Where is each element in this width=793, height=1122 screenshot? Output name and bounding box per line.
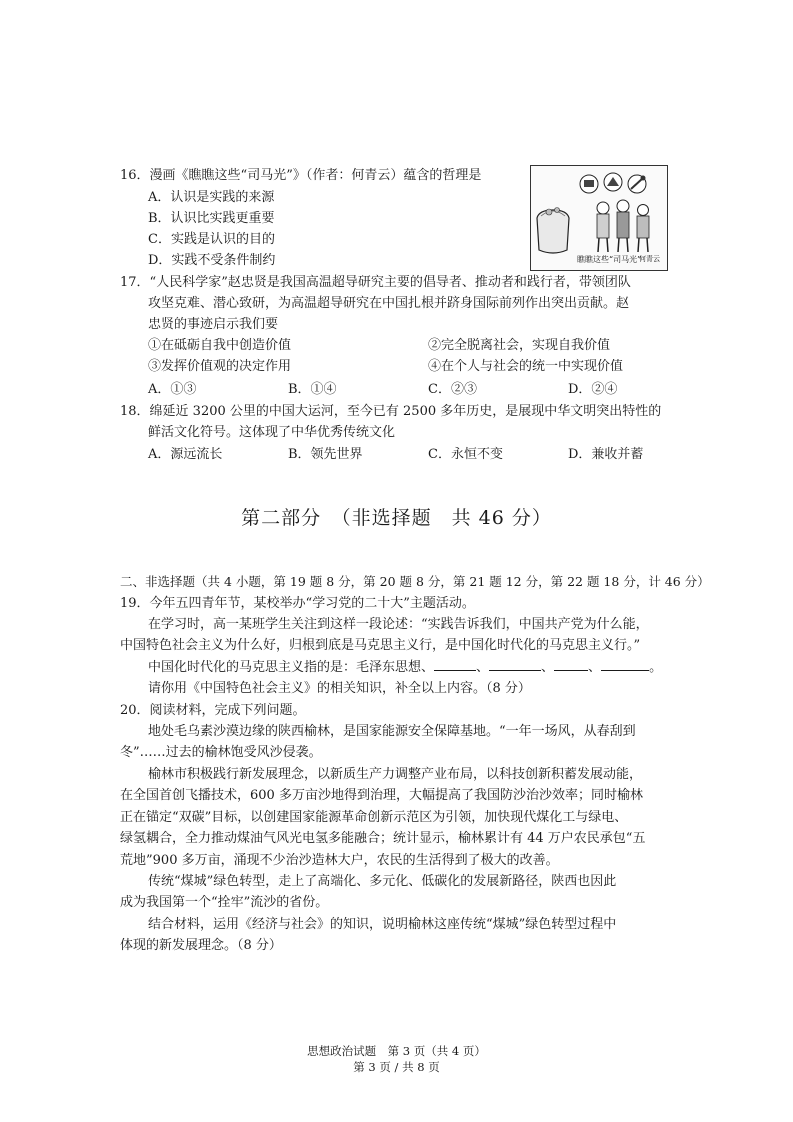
section2-header: 二、非选择题（共 4 小题，第 19 题 8 分，第 20 题 8 分，第 21 题 12 分，第 22 题 18 分，计 46 分） xyxy=(120,574,710,589)
q19-paragraph-1: 在学习时，高一某班学生关注到这样一段论述：“实践告诉我们，中国共产党为什么能， xyxy=(148,617,649,632)
q19-blank-4[interactable] xyxy=(601,658,649,671)
q17-statement-4: ④在个人与社会的统一中实现价值 xyxy=(428,359,624,374)
q20-line-7: 荒地”900 多万亩，涌现不少治沙造林大户，农民的生活得到了极大的改善。 xyxy=(120,853,559,868)
q19-stem: 19．今年五四青年节，某校举办“学习党的二十大”主题活动。 xyxy=(120,596,475,611)
q18-option-d: D．兼收并蓄 xyxy=(568,447,644,462)
q17-statement-2: ②完全脱离社会，实现自我价值 xyxy=(428,338,611,353)
q16-option-a: A．认识是实践的来源 xyxy=(148,190,275,205)
q16-option-c: C．实践是认识的目的 xyxy=(148,232,275,247)
q17-line-1: 17．“人民科学家”赵忠贤是我国高温超导研究主要的倡导者、推动者和践行者，带领团队 xyxy=(120,275,631,290)
q19-blank-1[interactable] xyxy=(434,658,476,671)
q17-line-3: 忠贤的事迹启示我们要 xyxy=(148,317,279,332)
q18-option-a: A．源远流长 xyxy=(148,447,223,462)
q20-line-5: 正在锚定“双碳”目标，以创建国家能源革命创新示范区为引领，加快现代煤化工与绿电、 xyxy=(120,810,628,825)
cartoon-caption: 瞧瞧这些“司马光” xyxy=(577,255,642,264)
footer-page-info: 思想政治试题 第 3 页（共 4 页） xyxy=(307,1044,486,1058)
q20-line-1: 地处毛乌素沙漠边缘的陕西榆林，是国家能源安全保障基地。“一年一场风，从春刮到 xyxy=(148,724,636,739)
q20-line-6: 绿氢耦合，全力推动煤油气风光电氢多能融合；统计显示，榆林累计有 44 万户农民承包“五 xyxy=(120,831,646,846)
q16-stem: 16．漫画《瞧瞧这些“司马光”》（作者：何青云）蕴含的哲理是 xyxy=(120,168,482,183)
q19-fill-prefix: 中国化时代化的马克思主义指的是：毛泽东思想、 xyxy=(148,660,435,675)
q19-fill-sep: 、 xyxy=(476,660,490,675)
q18-line-2: 鲜活文化符号。这体现了中华优秀传统文化 xyxy=(148,425,396,440)
q19-fill-line xyxy=(148,658,662,678)
q19-fill-end: 。 xyxy=(649,660,663,675)
q19-fill-sep: 、 xyxy=(541,660,555,675)
q17-option-d: D．②④ xyxy=(568,382,618,397)
q18-line-1: 18．绵延近 3200 公里的中国大运河，至今已有 2500 多年历史，是展现中华文明突出特性的 xyxy=(120,404,662,419)
q16-option-d: D．实践不受条件制约 xyxy=(148,253,276,268)
q19-task: 请你用《中国特色社会主义》的相关知识，补全以上内容。（8 分） xyxy=(148,681,531,696)
cartoon-author: 何青云 xyxy=(639,255,660,263)
q16-option-b: B．认识比实践更重要 xyxy=(148,211,275,226)
q17-statement-1: ①在砥砺自我中创造价值 xyxy=(148,338,292,353)
cartoon-illustration xyxy=(530,165,668,271)
q20-line-3: 榆林市积极践行新发展理念，以新质生产力调整产业布局，以科技创新积蓄发展动能， xyxy=(148,767,643,782)
q20-line-11: 体现的新发展理念。（8 分） xyxy=(120,938,282,953)
q18-option-c: C．永恒不变 xyxy=(428,447,503,462)
footer-page-counter: 第 3 页 / 共 8 页 xyxy=(353,1060,440,1074)
q20-line-8: 传统“煤城”绿色转型，走上了高端化、多元化、低碳化的发展新路径，陕西也因此 xyxy=(148,874,617,889)
q17-option-a: A．①③ xyxy=(148,382,197,397)
q18-option-b: B．领先世界 xyxy=(288,447,363,462)
q20-line-9: 成为我国第一个“拴牢”流沙的省份。 xyxy=(120,895,329,910)
q19-blank-2[interactable] xyxy=(489,658,541,671)
q19-paragraph-2: 中国特色社会主义为什么好，归根到底是马克思主义行，是中国化时代化的马克思主义行。” xyxy=(120,638,641,653)
q19-blank-3[interactable] xyxy=(554,658,588,671)
q20-line-4: 在全国首创飞播技术，600 多万亩沙地得到治理，大幅提高了我国防沙治沙效率；同时榆林 xyxy=(120,788,643,803)
part2-title: 第二部分 （非选择题 共 46 分） xyxy=(241,507,552,529)
q17-statement-3: ③发挥价值观的决定作用 xyxy=(148,359,292,374)
q17-option-b: B．①④ xyxy=(288,382,337,397)
q20-line-10: 结合材料，运用《经济与社会》的知识，说明榆林这座传统“煤城”绿色转型过程中 xyxy=(148,917,617,932)
q19-fill-sep: 、 xyxy=(588,660,602,675)
q17-line-2: 攻坚克难、潜心致研，为高温超导研究在中国扎根并跻身国际前列作出突出贡献。赵 xyxy=(148,296,630,311)
q17-option-c: C．②③ xyxy=(428,382,477,397)
q20-line-2: 冬”……过去的榆林饱受风沙侵袭。 xyxy=(120,745,322,760)
q20-stem: 20．阅读材料，完成下列问题。 xyxy=(120,703,306,718)
